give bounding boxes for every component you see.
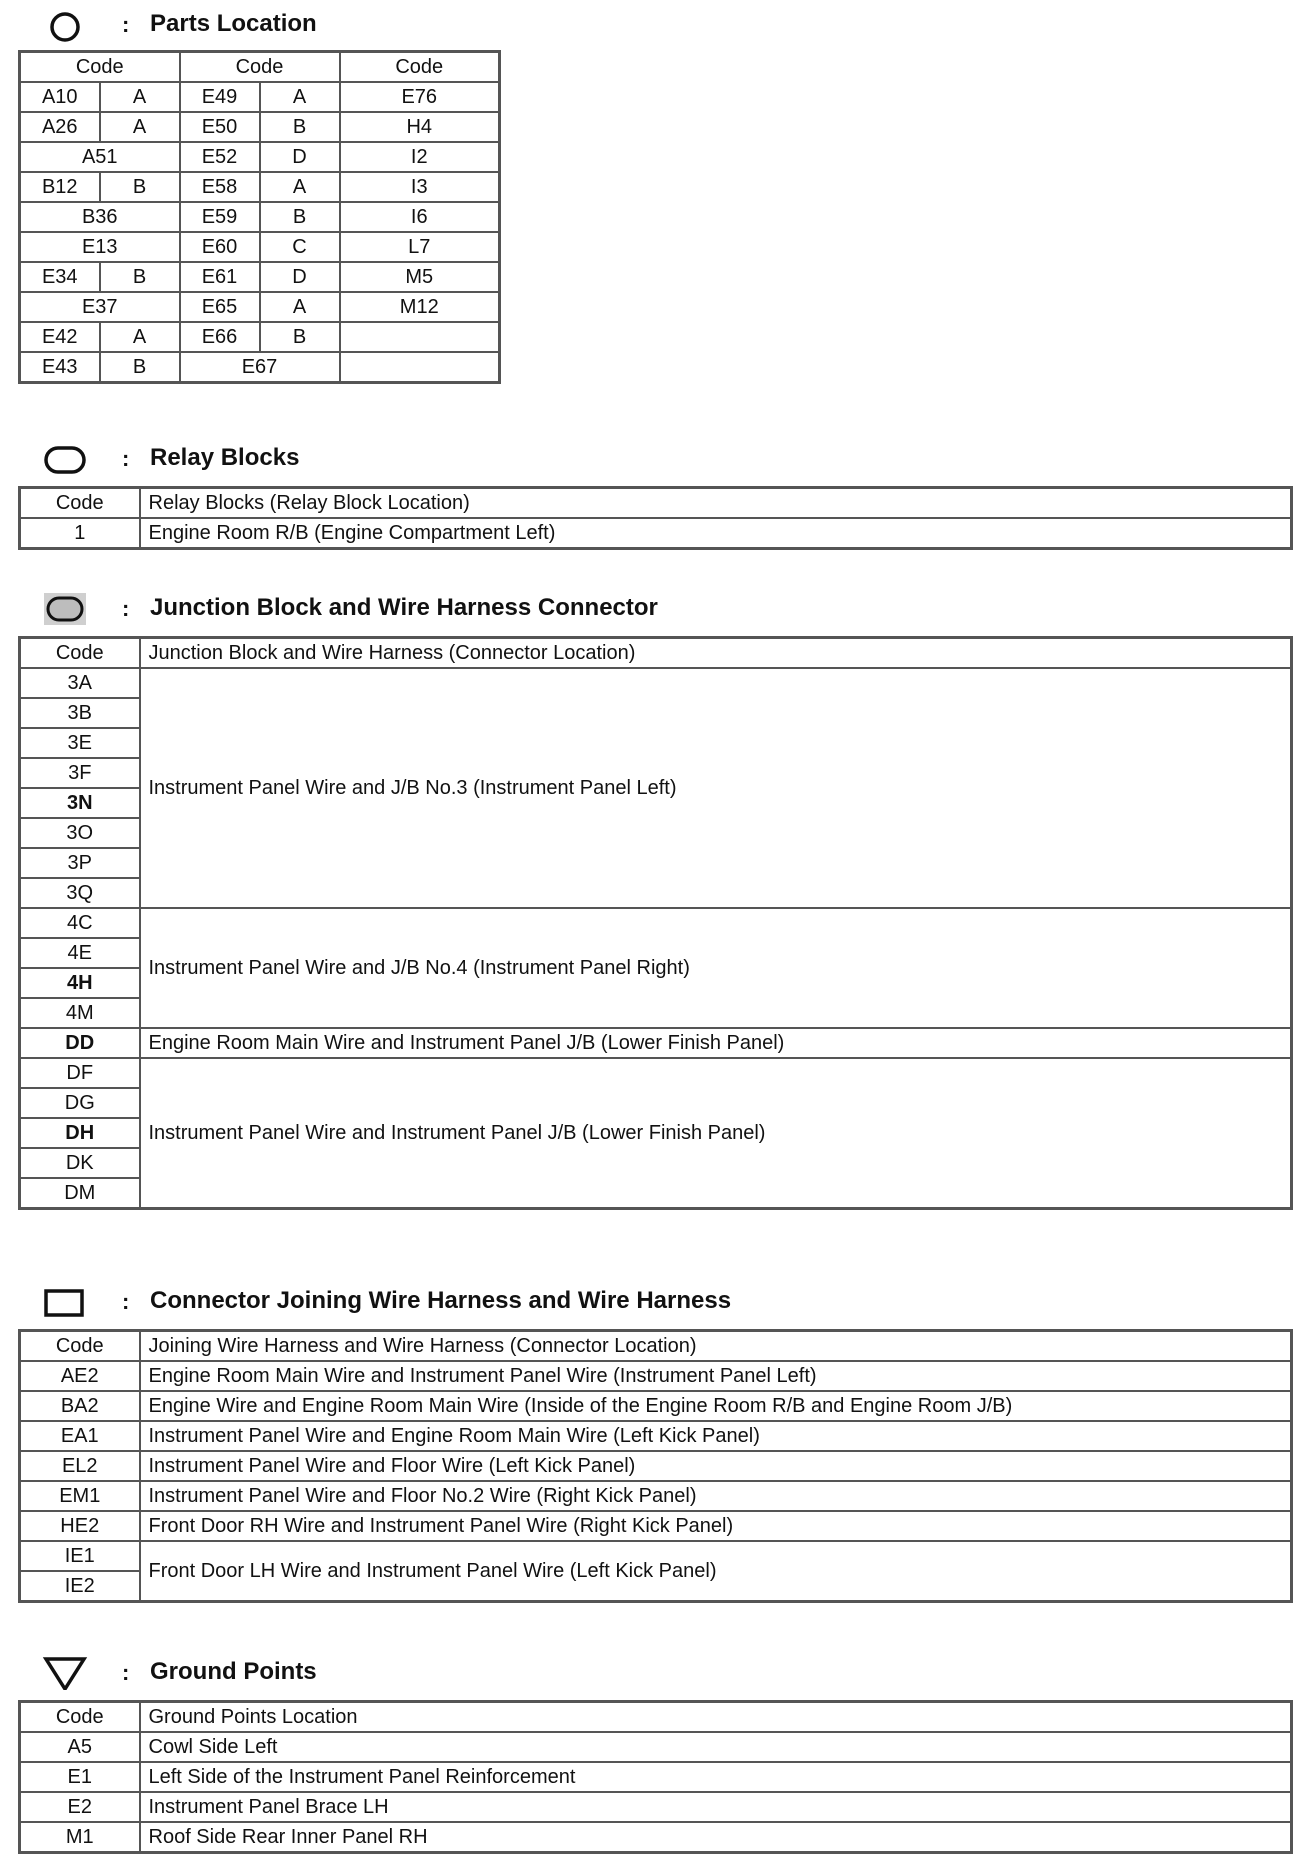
table-row [20, 1451, 1292, 1481]
part-location-letter: B [260, 112, 340, 142]
connector-code: DG [20, 1088, 140, 1118]
part-code: L7 [340, 232, 500, 262]
separator-colon: : [122, 12, 130, 37]
table-row [20, 292, 500, 322]
column-header: Code [340, 52, 500, 83]
column-header-description: Relay Blocks (Relay Block Location) [140, 488, 1292, 519]
table-header-row [20, 1331, 1292, 1362]
table-row [20, 1732, 1292, 1762]
connector-code: 4M [20, 998, 140, 1028]
table-row [20, 1762, 1292, 1792]
connector-code: M1 [20, 1822, 140, 1853]
connector-joining-heading [0, 1281, 1300, 1321]
part-code: E58 [180, 172, 260, 202]
connector-code: BA2 [20, 1391, 140, 1421]
connector-code: 3B [20, 698, 140, 728]
location-description: Instrument Panel Wire and Floor No.2 Wire (Right Kick Panel) [140, 1481, 1292, 1511]
part-location-letter: A [100, 322, 180, 352]
separator-colon: : [122, 446, 130, 471]
connector-code: 4C [20, 908, 140, 938]
part-code: E67 [180, 352, 340, 383]
table-row [20, 322, 500, 352]
table-row [20, 1421, 1292, 1451]
connector-code: DK [20, 1148, 140, 1178]
section-title: Connector Joining Wire Harness and Wire Harness [150, 1287, 732, 1314]
relay-blocks-heading [0, 438, 1300, 478]
ground-triangle-icon [40, 1656, 90, 1690]
connector-code: 3E [20, 728, 140, 758]
part-code: A10 [20, 82, 100, 112]
table-row [20, 1028, 1292, 1058]
circle-icon [40, 8, 90, 42]
connector-code: 3F [20, 758, 140, 788]
column-header-code: Code [20, 1702, 140, 1733]
part-code: I3 [340, 172, 500, 202]
rectangle-icon [40, 1285, 90, 1319]
part-code: E37 [20, 292, 180, 322]
part-code: I2 [340, 142, 500, 172]
connector-code: 1 [20, 518, 140, 549]
table-row [20, 518, 1292, 549]
part-code: E34 [20, 262, 100, 292]
column-header: Code [180, 52, 340, 83]
part-code [340, 352, 500, 383]
part-code: E60 [180, 232, 260, 262]
part-code [340, 322, 500, 352]
connector-code: EL2 [20, 1451, 140, 1481]
table-header-row [20, 488, 1292, 519]
location-description: Cowl Side Left [140, 1732, 1292, 1762]
location-description: Roof Side Rear Inner Panel RH [140, 1822, 1292, 1853]
part-code: M5 [340, 262, 500, 292]
part-code: E76 [340, 82, 500, 112]
column-header-code: Code [20, 488, 140, 519]
part-location-letter: A [260, 82, 340, 112]
part-location-letter: C [260, 232, 340, 262]
location-description: Instrument Panel Wire and Instrument Panel J/B (Lower Finish Panel) [140, 1058, 1292, 1209]
section-title: Junction Block and Wire Harness Connector [150, 594, 658, 621]
connector-code: DM [20, 1178, 140, 1209]
relay-blocks-table [18, 486, 1293, 550]
part-location-letter: A [100, 82, 180, 112]
connector-code: 3Q [20, 878, 140, 908]
part-code: M12 [340, 292, 500, 322]
part-code: E61 [180, 262, 260, 292]
table-row [20, 1361, 1292, 1391]
table-row [20, 1058, 1292, 1088]
table-row [20, 142, 500, 172]
rounded-rectangle-icon [40, 442, 90, 476]
section-title: Relay Blocks [150, 444, 300, 471]
connector-code: IE1 [20, 1541, 140, 1571]
part-code: E43 [20, 352, 100, 383]
table-row [20, 1541, 1292, 1571]
part-code: B36 [20, 202, 180, 232]
part-location-letter: D [260, 262, 340, 292]
location-description: Instrument Panel Brace LH [140, 1792, 1292, 1822]
section-title: Ground Points [150, 1658, 317, 1685]
part-code: E66 [180, 322, 260, 352]
part-code: E52 [180, 142, 260, 172]
separator-colon: : [122, 1660, 130, 1685]
location-description: Engine Wire and Engine Room Main Wire (Inside of the Engine Room R/B and Engine Room J/B) [140, 1391, 1292, 1421]
table-header-row [20, 638, 1292, 669]
part-code: E59 [180, 202, 260, 232]
connector-code: 3A [20, 668, 140, 698]
column-header-code: Code [20, 1331, 140, 1362]
column-header-description: Junction Block and Wire Harness (Connector Location) [140, 638, 1292, 669]
connector-code: DH [20, 1118, 140, 1148]
part-location-letter: A [260, 172, 340, 202]
connector-code: AE2 [20, 1361, 140, 1391]
part-code: H4 [340, 112, 500, 142]
location-description: Engine Room R/B (Engine Compartment Left) [140, 518, 1292, 549]
part-code: E13 [20, 232, 180, 262]
connector-code: EM1 [20, 1481, 140, 1511]
part-code: A26 [20, 112, 100, 142]
table-row [20, 1822, 1292, 1853]
shaded-rounded-rectangle-icon [40, 592, 90, 626]
connector-code: 4E [20, 938, 140, 968]
location-description: Front Door RH Wire and Instrument Panel Wire (Right Kick Panel) [140, 1511, 1292, 1541]
part-location-letter: B [260, 322, 340, 352]
location-description: Instrument Panel Wire and J/B No.4 (Instrument Panel Right) [140, 908, 1292, 1028]
ground-points-table [18, 1700, 1293, 1854]
part-location-letter: B [260, 202, 340, 232]
connector-code: EA1 [20, 1421, 140, 1451]
part-code: E65 [180, 292, 260, 322]
connector-code: DF [20, 1058, 140, 1088]
table-row [20, 112, 500, 142]
location-description: Engine Room Main Wire and Instrument Panel J/B (Lower Finish Panel) [140, 1028, 1292, 1058]
separator-colon: : [122, 1289, 130, 1314]
part-code: B12 [20, 172, 100, 202]
location-description: Front Door LH Wire and Instrument Panel Wire (Left Kick Panel) [140, 1541, 1292, 1602]
table-row [20, 262, 500, 292]
connector-code: E1 [20, 1762, 140, 1792]
part-location-letter: B [100, 352, 180, 383]
connector-joining-table [18, 1329, 1293, 1603]
section-title: Parts Location [150, 10, 317, 37]
table-header-row [20, 1702, 1292, 1733]
location-description: Instrument Panel Wire and Floor Wire (Left Kick Panel) [140, 1451, 1292, 1481]
connector-code: E2 [20, 1792, 140, 1822]
ground-points-heading [0, 1652, 1300, 1692]
part-location-letter: A [100, 112, 180, 142]
separator-colon: : [122, 596, 130, 621]
table-row [20, 1511, 1292, 1541]
table-row [20, 352, 500, 383]
part-code: E50 [180, 112, 260, 142]
table-row [20, 668, 1292, 698]
part-location-letter: B [100, 262, 180, 292]
part-location-letter: A [260, 292, 340, 322]
table-row [20, 82, 500, 112]
table-row [20, 172, 500, 202]
table-row [20, 1792, 1292, 1822]
connector-code: 4H [20, 968, 140, 998]
connector-code: 3O [20, 818, 140, 848]
location-description: Instrument Panel Wire and Engine Room Main Wire (Left Kick Panel) [140, 1421, 1292, 1451]
column-header-description: Joining Wire Harness and Wire Harness (Connector Location) [140, 1331, 1292, 1362]
part-location-letter: D [260, 142, 340, 172]
column-header-code: Code [20, 638, 140, 669]
location-description: Left Side of the Instrument Panel Reinforcement [140, 1762, 1292, 1792]
part-code: E42 [20, 322, 100, 352]
part-code: I6 [340, 202, 500, 232]
table-row [20, 1481, 1292, 1511]
location-description: Instrument Panel Wire and J/B No.3 (Instrument Panel Left) [140, 668, 1292, 908]
part-location-letter: B [100, 172, 180, 202]
location-description: Engine Room Main Wire and Instrument Panel Wire (Instrument Panel Left) [140, 1361, 1292, 1391]
column-header-description: Ground Points Location [140, 1702, 1292, 1733]
connector-code: 3P [20, 848, 140, 878]
table-row [20, 1391, 1292, 1421]
part-code: E49 [180, 82, 260, 112]
part-code: A51 [20, 142, 180, 172]
junction-block-table [18, 636, 1293, 1210]
table-header-row [20, 52, 500, 83]
table-row [20, 202, 500, 232]
connector-code: 3N [20, 788, 140, 818]
connector-code: A5 [20, 1732, 140, 1762]
parts-location-table [18, 50, 501, 384]
column-header: Code [20, 52, 180, 83]
parts-location-heading [0, 4, 1300, 44]
connector-code: IE2 [20, 1571, 140, 1602]
connector-code: HE2 [20, 1511, 140, 1541]
table-row [20, 232, 500, 262]
table-row [20, 908, 1292, 938]
junction-block-heading [0, 588, 1300, 628]
connector-code: DD [20, 1028, 140, 1058]
